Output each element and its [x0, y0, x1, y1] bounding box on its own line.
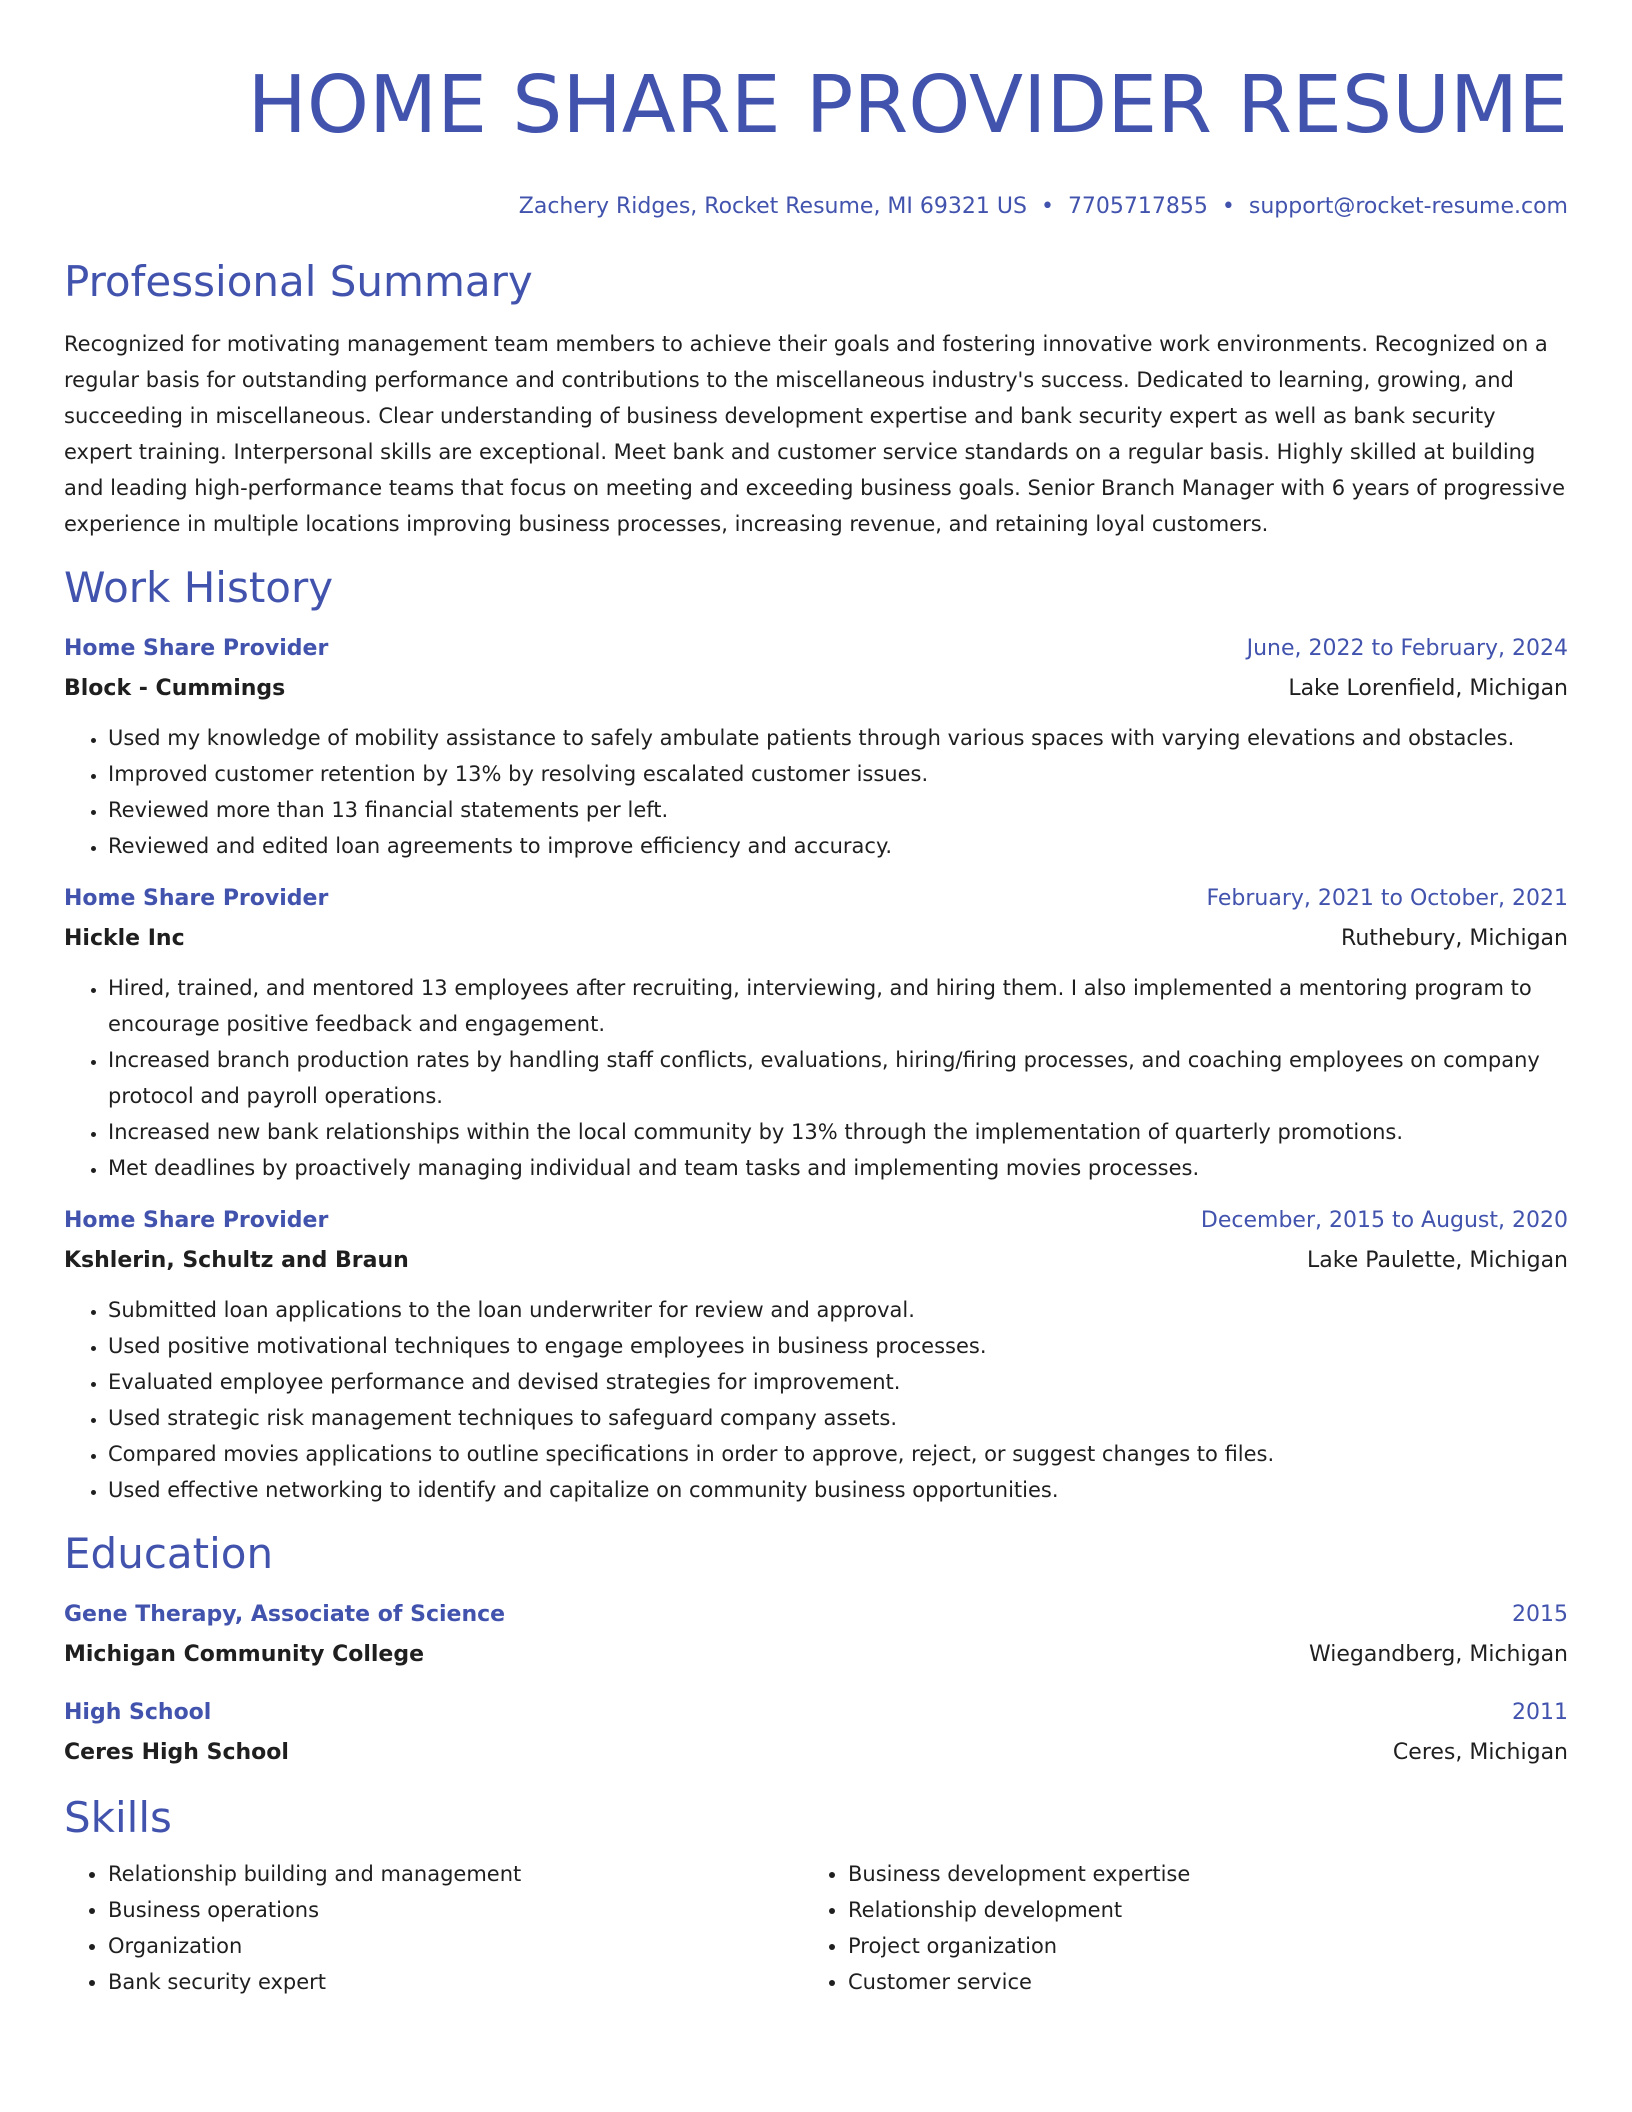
job-role: Home Share Provider [64, 886, 329, 911]
job-bullets [64, 1292, 1568, 1508]
job-bullet: • Met deadlines by proactively managing individual and team tasks and implementing movies processes. [108, 1150, 1568, 1186]
skill-item: • Customer service [848, 1964, 1544, 2000]
skill-item: • Relationship development [848, 1892, 1544, 1928]
education-location: Ceres, Michigan [1392, 1740, 1568, 1765]
job-role: Home Share Provider [64, 636, 329, 661]
job-bullets [64, 970, 1568, 1186]
job-bullet: • Used effective networking to identify and capitalize on community business opportunities. [108, 1472, 1568, 1508]
skill-item: • Bank security expert [108, 1964, 804, 2000]
summary-heading: Professional Summary [64, 257, 533, 306]
job-bullet: • Compared movies applications to outline specifications in order to approve, reject, or suggest changes to files. [108, 1436, 1568, 1472]
skills-columns [64, 1856, 1568, 2000]
education-degree: Gene Therapy, Associate of Science [64, 1602, 506, 1627]
education-entry [64, 1698, 1568, 1768]
job-bullet: • Increased new bank relationships within the local community by 13% through the implementation of quarterly promotions. [108, 1114, 1568, 1150]
job-dates: June, 2022 to February, 2024 [1246, 636, 1568, 661]
job-bullet: • Reviewed and edited loan agreements to improve efficiency and accuracy. [108, 828, 1568, 864]
skill-item: • Organization [108, 1928, 804, 1964]
job-entry [64, 1206, 1568, 1508]
work-history-heading: Work History [64, 563, 334, 612]
contact-separator: • [1221, 194, 1235, 219]
contact-phone: 7705717855 [1067, 194, 1208, 219]
job-company: Hickle Inc [64, 926, 185, 951]
skill-item: • Project organization [848, 1928, 1544, 1964]
job-location: Lake Paulette, Michigan [1307, 1248, 1568, 1273]
job-location: Ruthebury, Michigan [1341, 926, 1568, 951]
skill-item: • Business operations [108, 1892, 804, 1928]
job-bullet: • Used strategic risk management techniques to safeguard company assets. [108, 1400, 1568, 1436]
education-degree: High School [64, 1700, 212, 1725]
education-school: Ceres High School [64, 1740, 289, 1765]
job-bullet: • Hired, trained, and mentored 13 employees after recruiting, interviewing, and hiring them. I also implemented a mentoring program to encourage positive feedback and engagement. [108, 970, 1568, 1042]
job-entry [64, 634, 1568, 864]
contact-info [64, 192, 1568, 222]
job-bullet: • Used my knowledge of mobility assistance to safely ambulate patients through various spaces with varying elevations and obstacles. [108, 720, 1568, 756]
education-heading: Education [64, 1529, 274, 1578]
job-location: Lake Lorenfield, Michigan [1288, 676, 1568, 701]
education-school: Michigan Community College [64, 1642, 425, 1667]
resume-title: HOME SHARE PROVIDER RESUME [247, 59, 1568, 151]
education-location: Wiegandberg, Michigan [1308, 1642, 1568, 1667]
job-role: Home Share Provider [64, 1208, 329, 1233]
skill-item: • Business development expertise [848, 1856, 1544, 1892]
education-year: 2011 [1512, 1700, 1568, 1725]
skills-list-right [804, 1856, 1544, 2000]
job-bullet: • Used positive motivational techniques to engage employees in business processes. [108, 1328, 1568, 1364]
job-dates: February, 2021 to October, 2021 [1206, 886, 1568, 911]
contact-email: support@rocket-resume.com [1248, 194, 1568, 219]
contact-separator: • [1040, 194, 1054, 219]
job-bullet: • Submitted loan applications to the loan underwriter for review and approval. [108, 1292, 1568, 1328]
job-dates: December, 2015 to August, 2020 [1200, 1208, 1568, 1233]
skill-item: • Relationship building and management [108, 1856, 804, 1892]
skills-list-left [64, 1856, 804, 2000]
job-bullet: • Reviewed more than 13 financial statements per left. [108, 792, 1568, 828]
job-bullets [64, 720, 1568, 864]
job-company: Block - Cummings [64, 676, 286, 701]
job-bullet: • Increased branch production rates by handling staff conflicts, evaluations, hiring/firing processes, and coaching employees on company protocol and payroll operations. [108, 1042, 1568, 1114]
skills-heading: Skills [64, 1793, 172, 1842]
contact-address: Zachery Ridges, Rocket Resume, MI 69321 US [518, 194, 1027, 219]
education-year: 2015 [1512, 1602, 1568, 1627]
summary-text: Recognized for motivating management team members to achieve their goals and fostering innovative work environments. Recognized on a regular basis for outstanding performance and contributions to the miscellaneous industry's success. Dedicated to learning, growing, and succeeding in miscellaneous. Clear understanding of business development expertise and bank security expert as well as bank security expert training. Interpersonal skills are exceptional. Meet bank and customer service standards on a regular basis. Highly skilled at building and leading high-performance teams that focus on meeting and exceeding business goals. Senior Branch Manager with 6 years of progressive experience in multiple locations improving business processes, increasing revenue, and retaining loyal customers. [64, 332, 1565, 536]
job-company: Kshlerin, Schultz and Braun [64, 1248, 409, 1273]
job-entry [64, 884, 1568, 1186]
job-bullet: • Evaluated employee performance and devised strategies for improvement. [108, 1364, 1568, 1400]
job-bullet: • Improved customer retention by 13% by resolving escalated customer issues. [108, 756, 1568, 792]
education-entry [64, 1600, 1568, 1670]
